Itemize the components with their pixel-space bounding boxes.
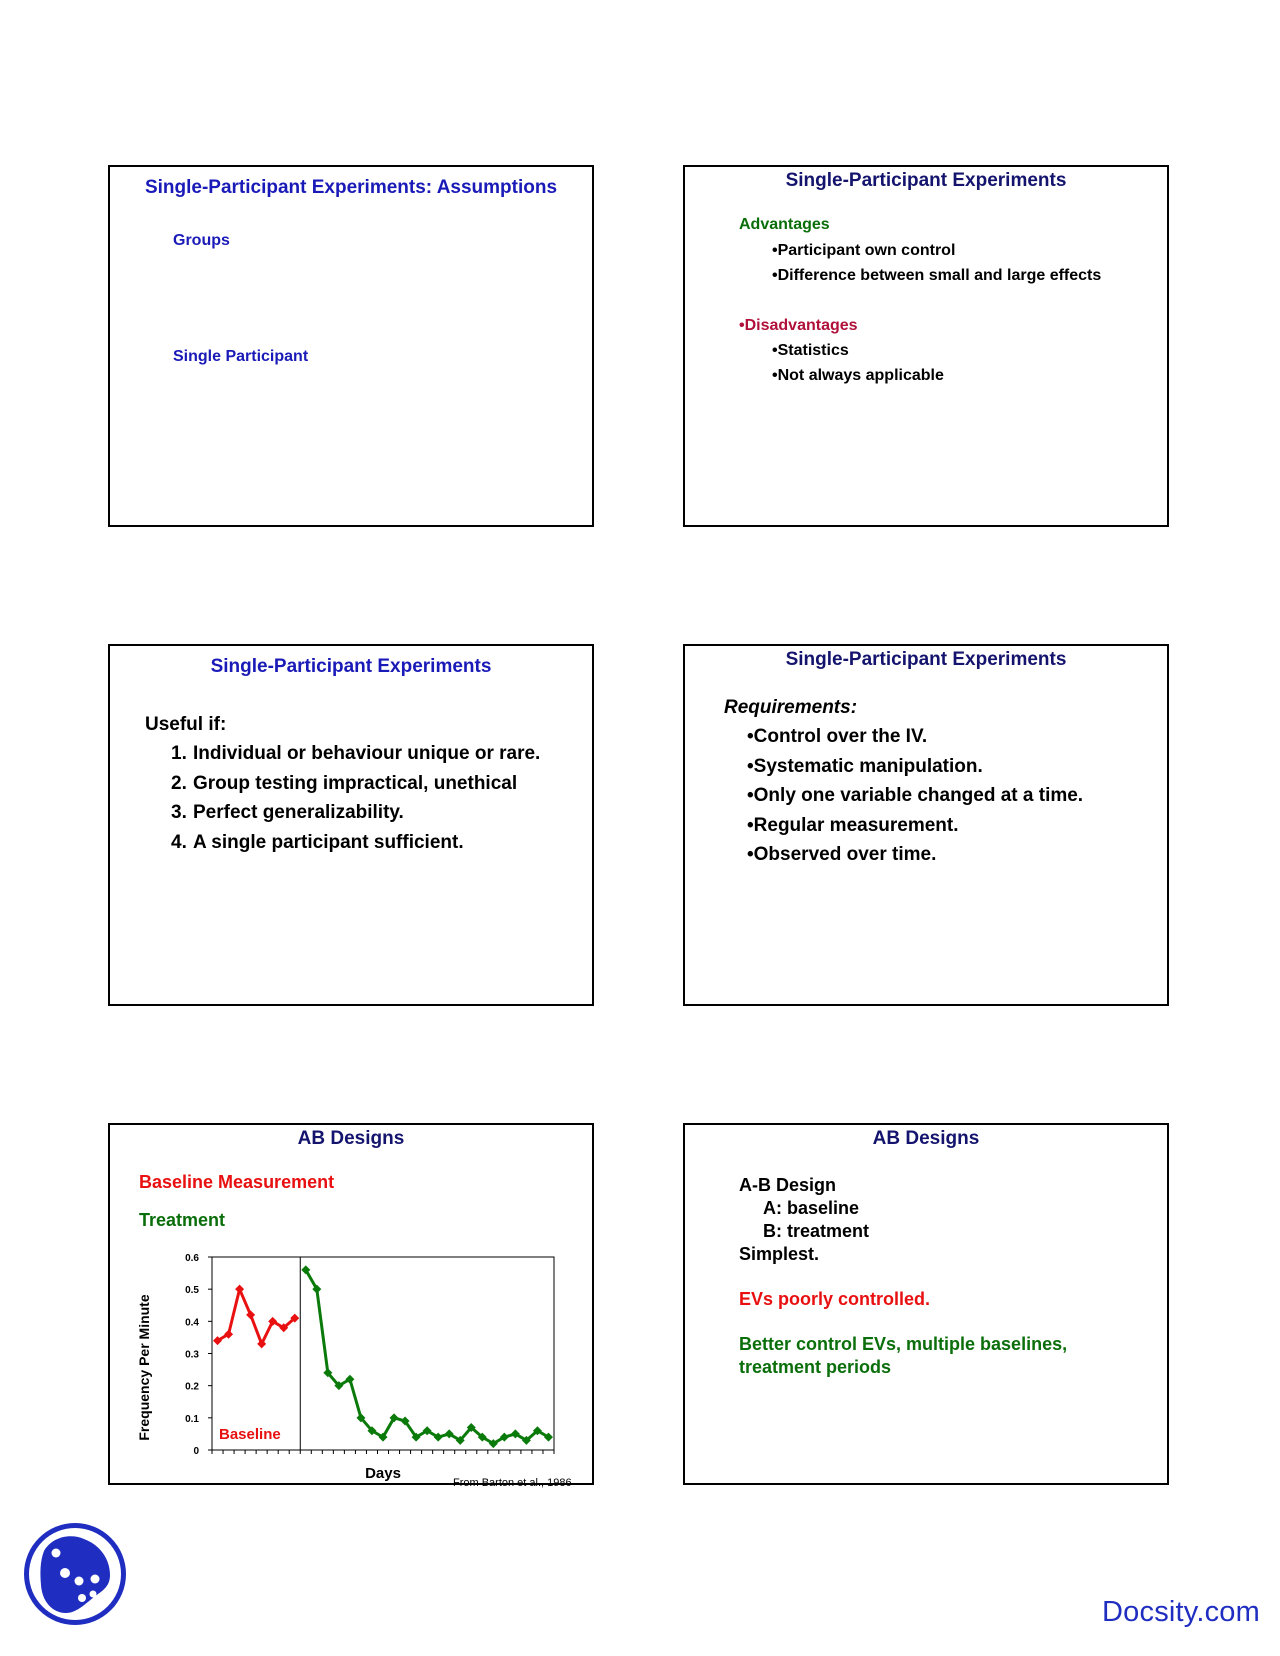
y-tick-label: 0.3 bbox=[185, 1349, 199, 1361]
y-tick-label: 0.4 bbox=[185, 1317, 199, 1329]
advantages-heading: Advantages bbox=[739, 216, 830, 233]
list-item: 4. A single participant sufficient. bbox=[171, 831, 464, 853]
y-tick-label: 0.2 bbox=[185, 1381, 199, 1393]
advantage-item: •Difference between small and large effects bbox=[772, 267, 1102, 284]
y-tick-label: 0.1 bbox=[185, 1413, 199, 1425]
data-point bbox=[235, 1285, 244, 1294]
slide-advantages bbox=[683, 165, 1169, 527]
list-item: •Observed over time. bbox=[747, 844, 937, 865]
list-item: •Regular measurement. bbox=[747, 814, 959, 836]
groups-label: Groups bbox=[173, 232, 230, 249]
list-item: 3. Perfect generalizability. bbox=[171, 802, 404, 823]
list-item: •Control over the IV. bbox=[747, 726, 928, 747]
baseline-annotation: Baseline bbox=[219, 1426, 281, 1443]
better-control-text: Better control EVs, multiple baselines, bbox=[739, 1334, 1068, 1354]
y-tick-label: 0.5 bbox=[185, 1285, 199, 1297]
ab-design-line: A-B Design bbox=[739, 1175, 837, 1195]
advantage-item: •Participant own control bbox=[772, 242, 956, 259]
slide-title: Single-Participant Experiments: Assumptions bbox=[144, 177, 558, 198]
slide-title: AB Designs bbox=[872, 1128, 980, 1149]
data-point bbox=[246, 1310, 255, 1319]
x-axis-label: Days bbox=[365, 1465, 401, 1482]
disadvantage-item: •Statistics bbox=[772, 342, 849, 359]
requirements-list bbox=[747, 726, 1083, 874]
slide-useful-if bbox=[108, 644, 594, 1006]
useful-if-list bbox=[171, 743, 540, 861]
plot-area bbox=[212, 1257, 554, 1450]
list-item: 1. Individual or behaviour unique or rare. bbox=[171, 743, 541, 764]
y-tick-label: 0.6 bbox=[185, 1253, 199, 1264]
frequency-chart bbox=[110, 1125, 592, 1483]
disadvantages-heading: •Disadvantages bbox=[739, 317, 858, 334]
slide-ab-chart bbox=[108, 1123, 594, 1489]
ab-design-line: B: treatment bbox=[763, 1221, 870, 1241]
single-participant-label: Single Participant bbox=[173, 348, 309, 365]
warning-text: EVs poorly controlled. bbox=[739, 1289, 931, 1309]
better-control-text: treatment periods bbox=[739, 1357, 892, 1377]
list-item: •Systematic manipulation. bbox=[747, 755, 983, 777]
y-axis-label: Frequency Per Minute bbox=[136, 1294, 152, 1441]
y-tick-label: 0 bbox=[193, 1446, 199, 1457]
slide-requirements bbox=[683, 644, 1169, 1006]
brand-name: Docsity.com bbox=[1102, 1596, 1260, 1628]
useful-if-heading: Useful if: bbox=[145, 714, 227, 735]
series-line-treatment bbox=[306, 1270, 549, 1444]
list-item: •Only one variable changed at a time. bbox=[747, 785, 1084, 806]
slide-title: AB Designs bbox=[297, 1128, 405, 1149]
slide-assumptions bbox=[108, 165, 594, 527]
ab-design-line: A: baseline bbox=[763, 1198, 860, 1218]
slide-ab-design bbox=[683, 1123, 1169, 1485]
treatment-label: Treatment bbox=[139, 1210, 226, 1230]
requirements-heading: Requirements: bbox=[724, 697, 858, 718]
ab-design-line: Simplest. bbox=[739, 1244, 820, 1264]
slide-title: Single-Participant Experiments bbox=[210, 656, 492, 677]
slide-title: Single-Participant Experiments bbox=[785, 649, 1067, 670]
source-note: From Barton et al., 1986 bbox=[453, 1477, 572, 1489]
docsity-logo-icon bbox=[22, 1521, 128, 1627]
disadvantage-item: •Not always applicable bbox=[772, 367, 944, 384]
baseline-measurement-label: Baseline Measurement bbox=[139, 1172, 335, 1192]
slide-title: Single-Participant Experiments bbox=[785, 170, 1067, 191]
list-item: 2. Group testing impractical, unethical bbox=[171, 772, 518, 794]
